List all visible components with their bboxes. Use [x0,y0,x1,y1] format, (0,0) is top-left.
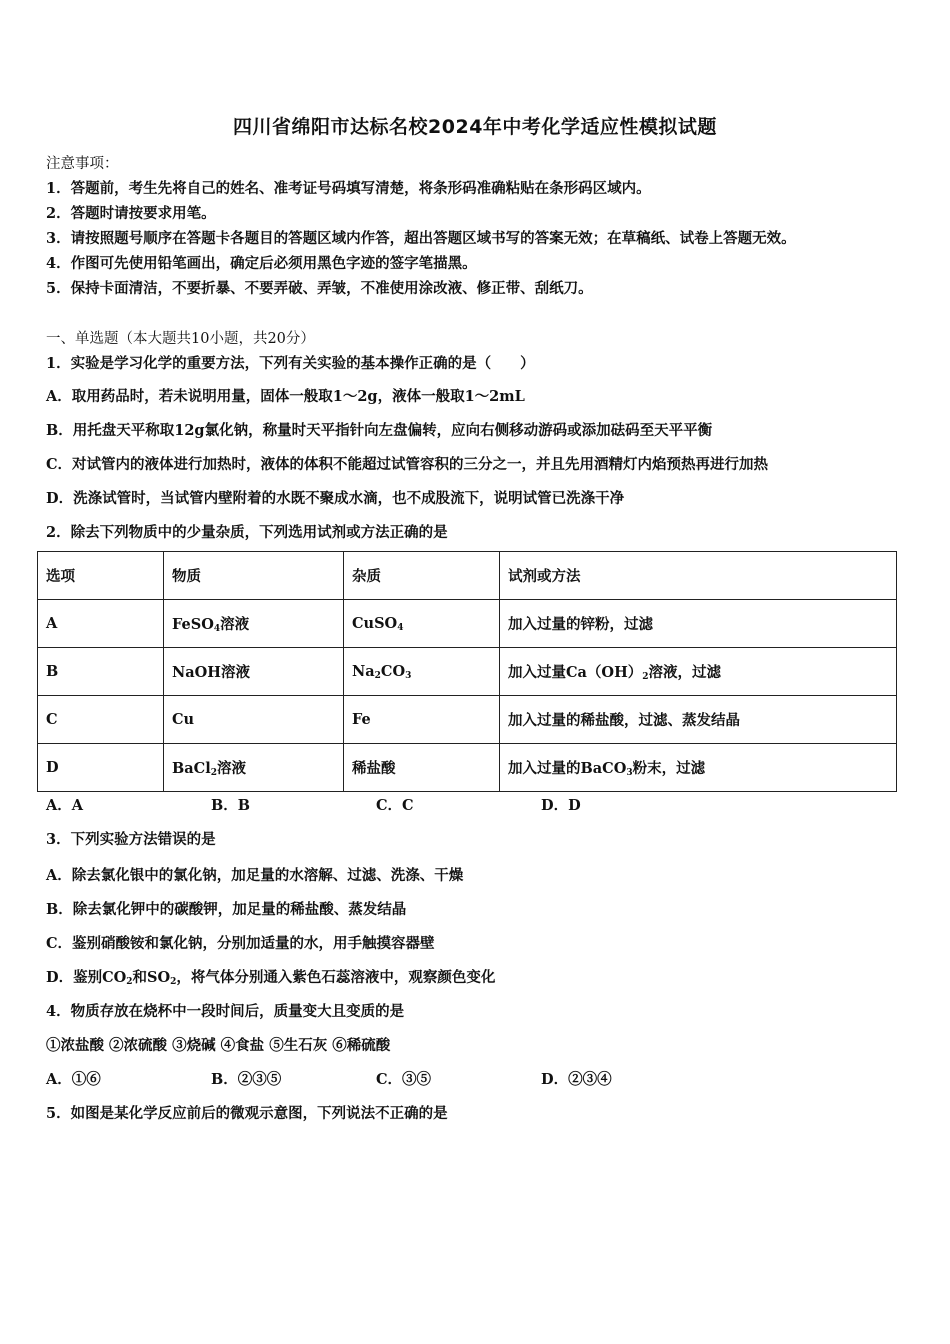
table-row [38,744,897,792]
q2-option-d: D．D [541,797,581,814]
table-cell: BaCl$_2$溶液 [164,744,344,792]
q5-stem: 5．如图是某化学反应前后的微观示意图，下列说法不正确的是 [46,1105,448,1122]
table-cell: 稀盐酸 [344,744,500,792]
table-cell: FeSO$_4$溶液 [164,600,344,648]
table-cell: CuSO$_4$ [344,600,500,648]
q4-option-b: B．②③⑤ [211,1071,282,1088]
notice-heading: 注意事项： [46,156,119,172]
q1-stem: 1．实验是学习化学的重要方法，下列有关实验的基本操作正确的是（ ） [46,355,535,372]
table-cell: D [38,744,164,792]
notice-item: 4．作图可先使用铅笔画出，确定后必须用黑色字迹的签字笔描黑。 [46,255,477,272]
q4-option-a: A．①⑥ [46,1071,101,1088]
section-heading: 一、单选题（本大题共10小题，共20分） [46,331,315,347]
notice-item: 3．请按照题号顺序在答题卡各题目的答题区域内作答，超出答题区域书写的答案无效；在草稿纸、试卷上答题无效。 [46,230,796,247]
notice-item: 1．答题前，考生先将自己的姓名、准考证号码填写清楚，将条形码准确粘贴在条形码区域内。 [46,180,651,197]
table-header-row [38,552,897,600]
table-cell: 加入过量的稀盐酸，过滤、蒸发结晶 [500,696,897,744]
q4-items: ①浓盐酸 ②浓硫酸 ③烧碱 ④食盐 ⑤生石灰 ⑥稀硫酸 [46,1037,391,1054]
table-cell: Cu [164,696,344,744]
q3-stem: 3．下列实验方法错误的是 [46,831,216,848]
table-row [38,600,897,648]
table-cell: 加入过量$Ca(OH)_2$溶液，过滤 [500,648,897,696]
table-cell: 加入过量的锌粉，过滤 [500,600,897,648]
notice-item: 5．保持卡面清洁，不要折暴、不要弄破、弄皱，不准使用涂改液、修正带、刮纸刀。 [46,280,593,297]
q1-option-a: A．取用药品时，若未说明用量，固体一般取1～2g，液体一般取1～2mL [46,388,525,405]
table-header-cell: 选项 [38,552,164,600]
q2-option-a: A．A [46,797,84,814]
table-row [38,696,897,744]
notice-item: 2．答题时请按要求用笔。 [46,205,216,222]
q3-option-d: D．鉴别$CO_2$和$SO_2$，将气体分别通入紫色石蕊溶液中，观察颜色变化 [46,969,496,987]
q3-option-b: B．除去氯化钾中的碳酸钾，加足量的稀盐酸、蒸发结晶 [46,901,407,918]
q1-option-d: D．洗涤试管时，当试管内壁附着的水既不聚成水滴，也不成股流下，说明试管已洗涤干净 [46,490,625,507]
q4-option-c: C．③⑤ [376,1071,432,1088]
table-header-cell: 物质 [164,552,344,600]
table-header-cell: 试剂或方法 [500,552,897,600]
q3-option-a: A．除去氯化银中的氯化钠，加足量的水溶解、过滤、洗涤、干燥 [46,867,464,884]
page-title: 四川省绵阳市达标名校2024年中考化学适应性模拟试题 [233,116,717,138]
q2-table [37,551,897,792]
q1-option-c: C．对试管内的液体进行加热时，液体的体积不能超过试管容积的三分之一，并且先用酒精灯内焰预热再进行加热 [46,456,769,473]
table-cell: 加入过量的BaCO$_3$粉末，过滤 [500,744,897,792]
q4-option-d: D．②③④ [541,1071,612,1088]
q3-option-c: C．鉴别硝酸铵和氯化钠，分别加适量的水，用手触摸容器壁 [46,935,435,952]
q2-stem: 2．除去下列物质中的少量杂质，下列选用试剂或方法正确的是 [46,524,448,541]
table-cell: $Na_2CO_3$ [344,648,500,696]
q2-option-c: C．C [376,797,414,814]
table-row [38,648,897,696]
q1-option-b: B．用托盘天平称取12g氯化钠，称量时天平指针向左盘偏转，应向右侧移动游码或添加砝码至天平平衡 [46,422,713,439]
table-cell: C [38,696,164,744]
q4-stem: 4．物质存放在烧杯中一段时间后，质量变大且变质的是 [46,1003,405,1020]
table-cell: B [38,648,164,696]
table-cell: A [38,600,164,648]
table-cell: NaOH溶液 [164,648,344,696]
table-header-cell: 杂质 [344,552,500,600]
table-cell: Fe [344,696,500,744]
q2-option-b: B．B [211,797,251,814]
